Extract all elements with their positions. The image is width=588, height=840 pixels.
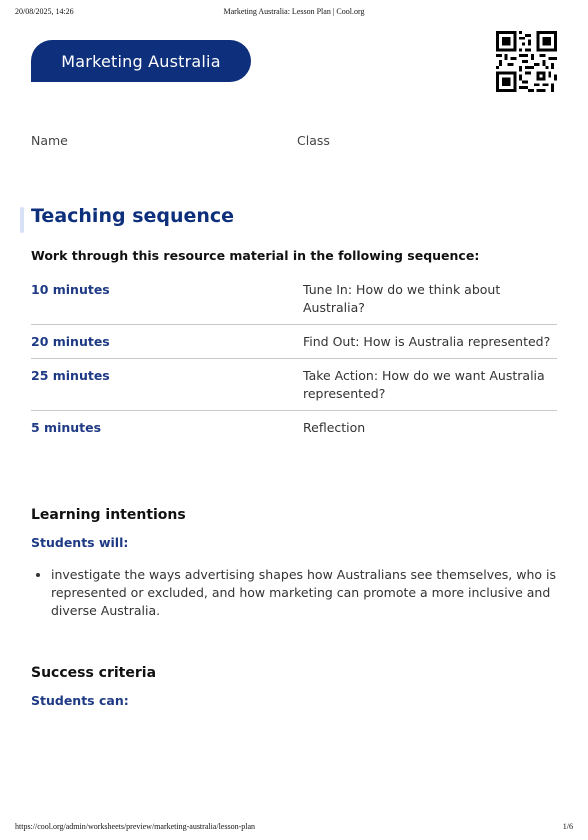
sequence-row — [31, 273, 557, 325]
sequence-activity: Reflection — [303, 420, 366, 435]
sequence-row — [31, 411, 557, 444]
resource-title: Marketing Australia — [61, 51, 221, 71]
sequence-duration: 10 minutes — [31, 282, 110, 297]
teaching-sequence-table — [31, 273, 557, 444]
success-criteria-heading: Success criteria — [31, 665, 157, 681]
page-number: 1/6 — [562, 822, 573, 831]
page-url: https://cool.org/admin/worksheets/preview/marketing-australia/lesson-plan — [15, 822, 256, 831]
learning-intentions-label: Students will: — [31, 535, 129, 550]
sequence-duration: 5 minutes — [31, 420, 102, 435]
sequence-duration: 20 minutes — [31, 334, 110, 349]
sequence-row — [31, 359, 557, 411]
resource-title-banner — [31, 40, 251, 82]
sequence-activity: Find Out: How is Australia represented? — [303, 334, 551, 349]
name-field-label: Name — [31, 133, 68, 148]
sequence-duration: 25 minutes — [31, 368, 110, 383]
print-document-title: Marketing Australia: Lesson Plan | Cool.org — [223, 7, 365, 16]
teaching-sequence-heading: Teaching sequence — [31, 205, 235, 227]
list-item: • investigate the ways advertising shapes how Australians see themselves, who is represented or excluded, and how marketing can promote a more inclusive and diverse Australia. — [51, 566, 561, 620]
qr-code-icon — [496, 31, 557, 92]
print-datetime: 20/08/2025, 14:26 — [15, 7, 74, 16]
sequence-activity: Take Action: How do we want Australia represented? — [303, 368, 545, 401]
success-criteria-label: Students can: — [31, 693, 129, 708]
section-accent-bar — [20, 207, 24, 233]
sequence-activity: Tune In: How do we think about Australia? — [303, 282, 501, 315]
learning-intentions-heading: Learning intentions — [31, 507, 186, 523]
sequence-row — [31, 325, 557, 359]
learning-intentions-list — [31, 566, 561, 620]
class-field-label: Class — [297, 133, 330, 148]
teaching-sequence-intro: Work through this resource material in the following sequence: — [31, 248, 480, 263]
